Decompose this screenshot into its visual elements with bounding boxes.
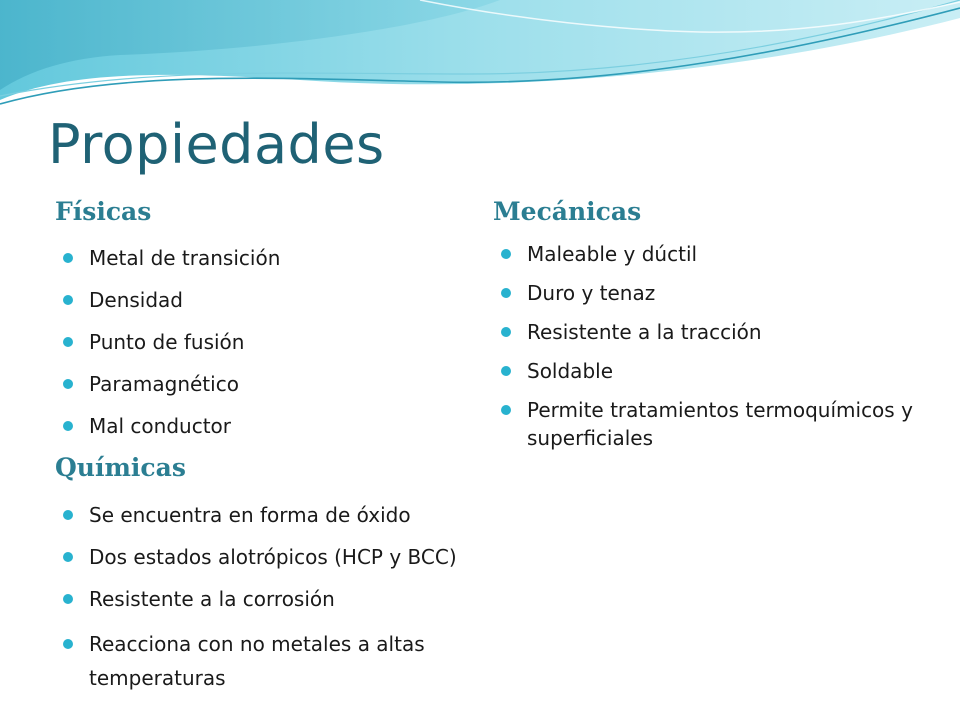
list-item: Soldable <box>497 357 937 385</box>
list-mecanicas <box>497 240 937 452</box>
list-fisicas <box>59 244 459 440</box>
list-item: Permite tratamientos termoquímicos y superficiales <box>497 396 947 452</box>
bullet-icon <box>63 379 73 389</box>
bullet-icon <box>501 249 511 259</box>
bullet-icon <box>63 594 73 604</box>
bullet-icon <box>501 405 511 415</box>
list-item: Se encuentra en forma de óxido <box>59 501 529 529</box>
list-quimicas <box>59 501 529 695</box>
list-item: Metal de transición <box>59 244 459 272</box>
heading-fisicas: Físicas <box>55 197 152 226</box>
list-item: Mal conductor <box>59 412 459 440</box>
heading-quimicas: Químicas <box>55 453 186 482</box>
bullet-icon <box>63 421 73 431</box>
bullet-icon <box>63 639 73 649</box>
list-item: Duro y tenaz <box>497 279 937 307</box>
bullet-icon <box>63 510 73 520</box>
list-item: Punto de fusión <box>59 328 459 356</box>
list-item: Reacciona con no metales a altas temperaturas <box>59 627 509 695</box>
heading-mecanicas: Mecánicas <box>493 197 642 226</box>
list-item: Paramagnético <box>59 370 459 398</box>
header-wave-decoration <box>0 0 960 130</box>
bullet-icon <box>501 366 511 376</box>
bullet-icon <box>63 337 73 347</box>
bullet-icon <box>63 552 73 562</box>
bullet-icon <box>501 327 511 337</box>
bullet-icon <box>63 295 73 305</box>
slide-title: Propiedades <box>48 113 385 176</box>
bullet-icon <box>501 288 511 298</box>
bullet-icon <box>63 253 73 263</box>
list-item: Densidad <box>59 286 459 314</box>
list-item: Resistente a la tracción <box>497 318 937 346</box>
list-item: Maleable y dúctil <box>497 240 937 268</box>
list-item: Dos estados alotrópicos (HCP y BCC) <box>59 543 529 571</box>
list-item: Resistente a la corrosión <box>59 585 529 613</box>
